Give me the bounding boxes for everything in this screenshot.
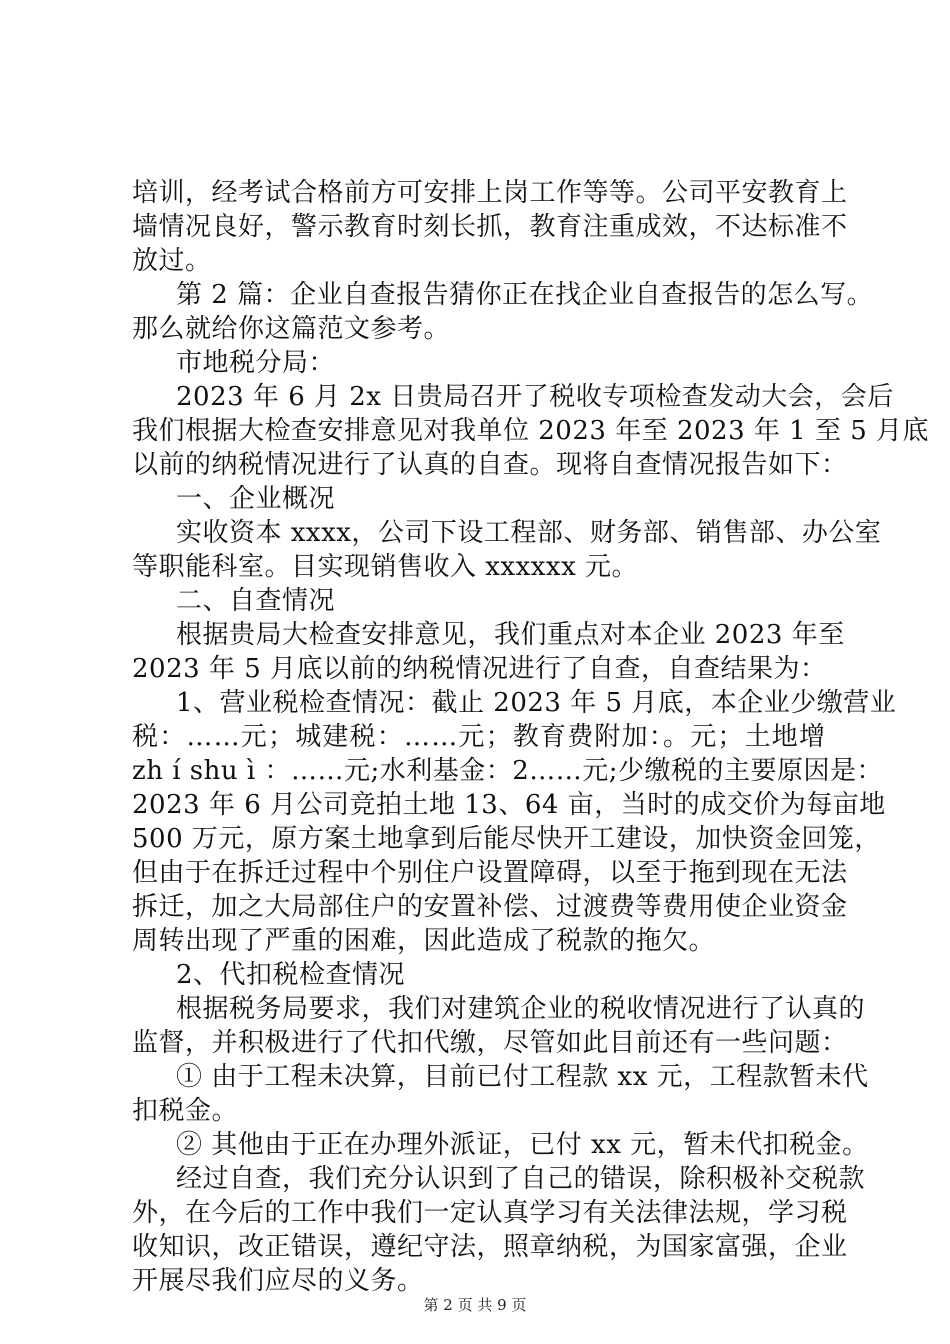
body-text-line: 那么就给你这篇范文参考。	[132, 314, 451, 344]
body-text-line: 周转出现了严重的困难，因此造成了税款的拖欠。	[132, 926, 716, 956]
body-text-line: 实收资本 xxxx，公司下设工程部、财务部、销售部、办公室	[176, 518, 882, 548]
body-text-line: 2023 年 5 月底以前的纳税情况进行了自查，自查结果为：	[132, 654, 827, 684]
body-text-line: 拆迁，加之大局部住户的安置补偿、过渡费等费用使企业资金	[132, 892, 848, 922]
list-item: ② 其他由于正在办理外派证，已付 xx 元，暂未代扣税金。	[176, 1130, 869, 1160]
body-text-line: 以前的纳税情况进行了认真的自查。现将自查情况报告如下：	[132, 450, 848, 480]
subheading: 2、代扣税检查情况	[176, 960, 406, 990]
body-text-line: zh í shu ì ：……元;水利基金：2……元;少缴税的主要原因是：	[132, 756, 884, 786]
subheading: 一、企业概况	[176, 484, 336, 514]
body-text-line: 500 万元，原方案土地拿到后能尽快开工建设，加快资金回笼，	[132, 824, 881, 854]
body-text-line: 税：……元；城建税：……元；教育费附加：。元；土地增	[132, 722, 827, 752]
body-text-line: 1、营业税检查情况：截止 2023 年 5 月底，本企业少缴营业	[176, 688, 897, 718]
section-heading: 第 2 篇：企业自查报告猜你正在找企业自查报告的怎么写。	[176, 280, 874, 310]
body-text-line: 外，在今后的工作中我们一定认真学习有关法律法规，学习税	[132, 1198, 848, 1228]
body-text-line: 但由于在拆迁过程中个别住户设置障碍，以至于拖到现在无法	[132, 858, 848, 888]
salutation: 市地税分局：	[176, 348, 336, 378]
body-text-line: 经过自查，我们充分认识到了自己的错误，除积极补交税款	[176, 1164, 866, 1194]
body-text-line: 2023 年 6 月 2x 日贵局召开了税收专项检查发动大会，会后	[176, 382, 894, 412]
body-text-line: 监督，并积极进行了代扣代缴，尽管如此目前还有一些问题：	[132, 1028, 848, 1058]
list-item: ① 由于工程未决算，目前已付工程款 xx 元，工程款暂未代	[176, 1062, 869, 1092]
body-text-line: 开展尽我们应尽的义务。	[132, 1266, 424, 1296]
body-text-line: 扣税金。	[132, 1096, 239, 1126]
body-text-line: 放过。	[132, 246, 212, 276]
page-number-footer: 第 2 页 共 9 页	[423, 1296, 527, 1314]
body-text-line: 培训，经考试合格前方可安排上岗工作等等。公司平安教育上	[132, 178, 848, 208]
body-text-line: 等职能科室。目实现销售收入 xxxxxx 元。	[132, 552, 639, 582]
body-text-line: 2023 年 6 月公司竞拍土地 13、64 亩，当时的成交价为每亩地	[132, 790, 886, 820]
body-text-line: 墙情况良好，警示教育时刻长抓，教育注重成效，不达标准不	[132, 212, 848, 242]
body-text-line: 收知识，改正错误，遵纪守法，照章纳税，为国家富强，企业	[132, 1232, 848, 1262]
subheading: 二、自查情况	[176, 586, 336, 616]
body-text-line: 我们根据大检查安排意见对我单位 2023 年至 2023 年 1 至 5 月底	[132, 416, 930, 446]
body-text-line: 根据贵局大检查安排意见，我们重点对本企业 2023 年至	[176, 620, 845, 650]
body-text-line: 根据税务局要求，我们对建筑企业的税收情况进行了认真的	[176, 994, 866, 1024]
